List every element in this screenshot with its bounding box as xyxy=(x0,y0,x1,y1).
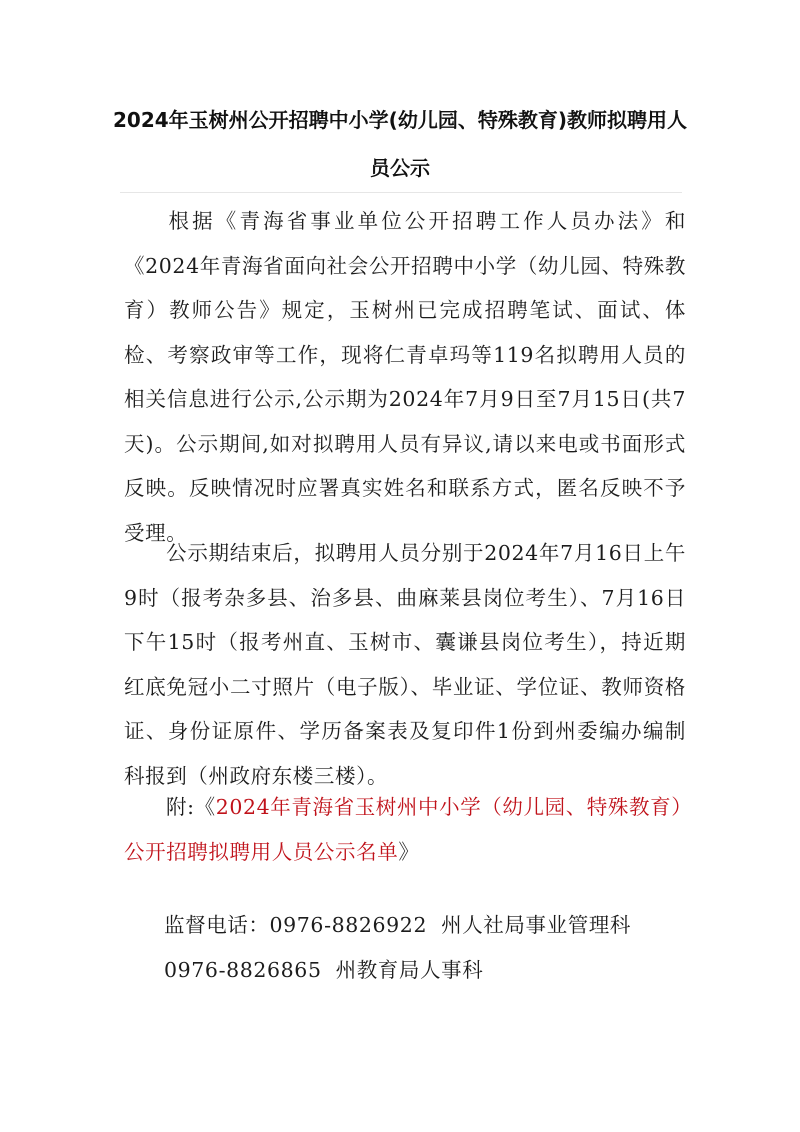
paragraph-announcement xyxy=(124,199,686,555)
phone-number-1: 0976-8826922 xyxy=(269,913,428,937)
department-2: 州教育局人事科 xyxy=(335,958,484,982)
supervision-phone-line-2 xyxy=(164,953,483,983)
paragraph-announcement-text: 根据《青海省事业单位公开招聘工作人员办法》和《2024年青海省面向社会公开招聘中小学（幼儿园、特殊教育）教师公告》规定，玉树州已完成招聘笔试、面试、体检、考察政审等工作，现将仁青卓玛等119名拟聘用人员的相关信息进行公示,公示期为2024年7月9日至7月15日(共7天)。公示期间,如对拟聘用人员有异议,请以来电或书面形式反映。反映情况时应署真实姓名和联系方式，匿名反映不予受理。 xyxy=(124,209,686,545)
title-divider xyxy=(120,192,682,193)
phone-number-2: 0976-8826865 xyxy=(164,958,322,982)
paragraph-registration-text: 公示期结束后，拟聘用人员分别于2024年7月16日上午9时（报考杂多县、治多县、曲麻莱县岗位考生）、7月16日下午15时（报考州直、玉树市、囊谦县岗位考生），持近期红底免冠小二寸照片（电子版）、毕业证、学位证、教师资格证、身份证原件、学历备案表及复印件1份到州委编办编制科报到（州政府东楼三楼）。 xyxy=(124,541,686,788)
page-title: 2024年玉树州公开招聘中小学(幼儿园、特殊教育)教师拟聘用人员公示 xyxy=(113,108,687,180)
attachment-prefix: 附:《 xyxy=(166,795,216,819)
supervision-phone-label: 监督电话： xyxy=(164,913,270,937)
department-1: 州人社局事业管理科 xyxy=(441,913,632,937)
attachment-line xyxy=(124,785,694,874)
attachment-link[interactable]: 2024年青海省玉树州中小学（幼儿园、特殊教育）公开招聘拟聘用人员公示名单 xyxy=(124,795,693,864)
supervision-phone-line-1 xyxy=(164,908,631,938)
attachment-suffix: 》 xyxy=(398,839,420,864)
paragraph-registration xyxy=(124,531,686,798)
